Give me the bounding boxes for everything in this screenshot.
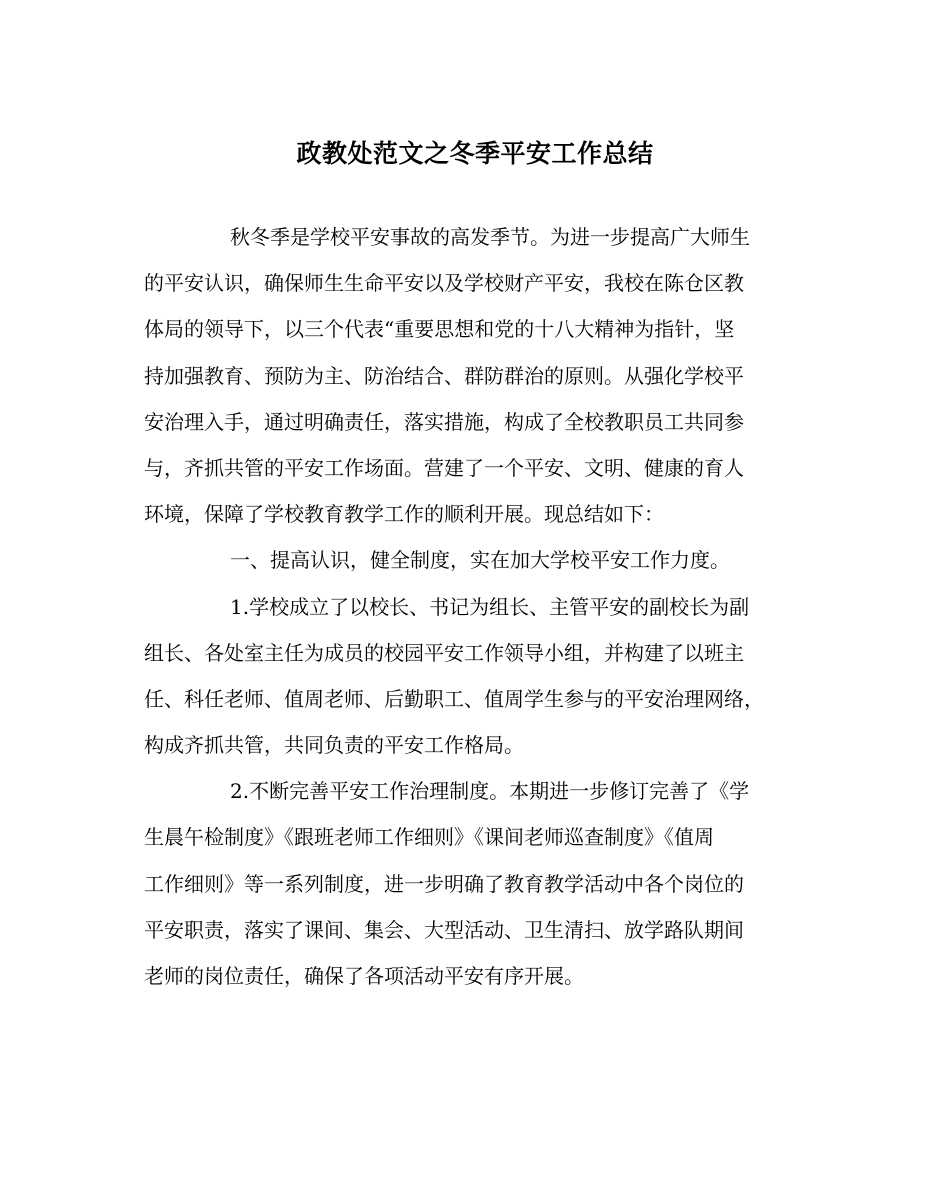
paragraph-line: 持加强教育、预防为主、防治结合、群防群治的原则。从强化学校平 (144, 363, 744, 388)
paragraph-line: 与，齐抓共管的平安工作场面。营建了一个平安、文明、健康的育人 (144, 455, 744, 480)
paragraph-line: 秋冬季是学校平安事故的高发季节。为进一步提高广大师生 (230, 225, 750, 249)
document-title: 政教处范文之冬季平安工作总结 (296, 139, 654, 168)
paragraph-line: 2.不断完善平安工作治理制度。本期进一步修订完善了《学 (230, 779, 750, 804)
paragraph-line: 任、科任老师、值周老师、后勤职工、值周学生参与的平安治理网络， (144, 686, 764, 711)
paragraph-line: 安治理入手，通过明确责任，落实措施，构成了全校教职员工共同参 (144, 409, 744, 434)
paragraph-line: 生晨午检制度》《跟班老师工作细则》《课间老师巡查制度》《值周 (144, 825, 714, 850)
paragraph-line: 工作细则》等一系列制度，进一步明确了教育教学活动中各个岗位的 (144, 871, 744, 896)
paragraph-line: 体局的领导下，以三个代表“重要思想和党的十八大精神为指针，坚 (144, 317, 735, 342)
paragraph-line: 构成齐抓共管，共同负责的平安工作格局。 (144, 733, 524, 758)
paragraph-line: 环境，保障了学校教育教学工作的顺利开展。现总结如下： (144, 502, 664, 527)
paragraph-line: 1.学校成立了以校长、书记为组长、主管平安的副校长为副 (230, 594, 750, 619)
paragraph-line: 老师的岗位责任，确保了各项活动平安有序开展。 (144, 964, 584, 988)
paragraph-line: 组长、各处室主任为成员的校园平安工作领导小组，并构建了以班主 (144, 640, 744, 665)
document-body (144, 218, 812, 1003)
section-heading: 一、提高认识，健全制度，实在加大学校平安工作力度。 (230, 548, 730, 573)
paragraph-line: 平安职责，落实了课间、集会、大型活动、卫生清扫、放学路队期间 (144, 917, 744, 942)
paragraph-line: 的平安认识，确保师生生命平安以及学校财产平安，我校在陈仓区教 (144, 271, 744, 296)
